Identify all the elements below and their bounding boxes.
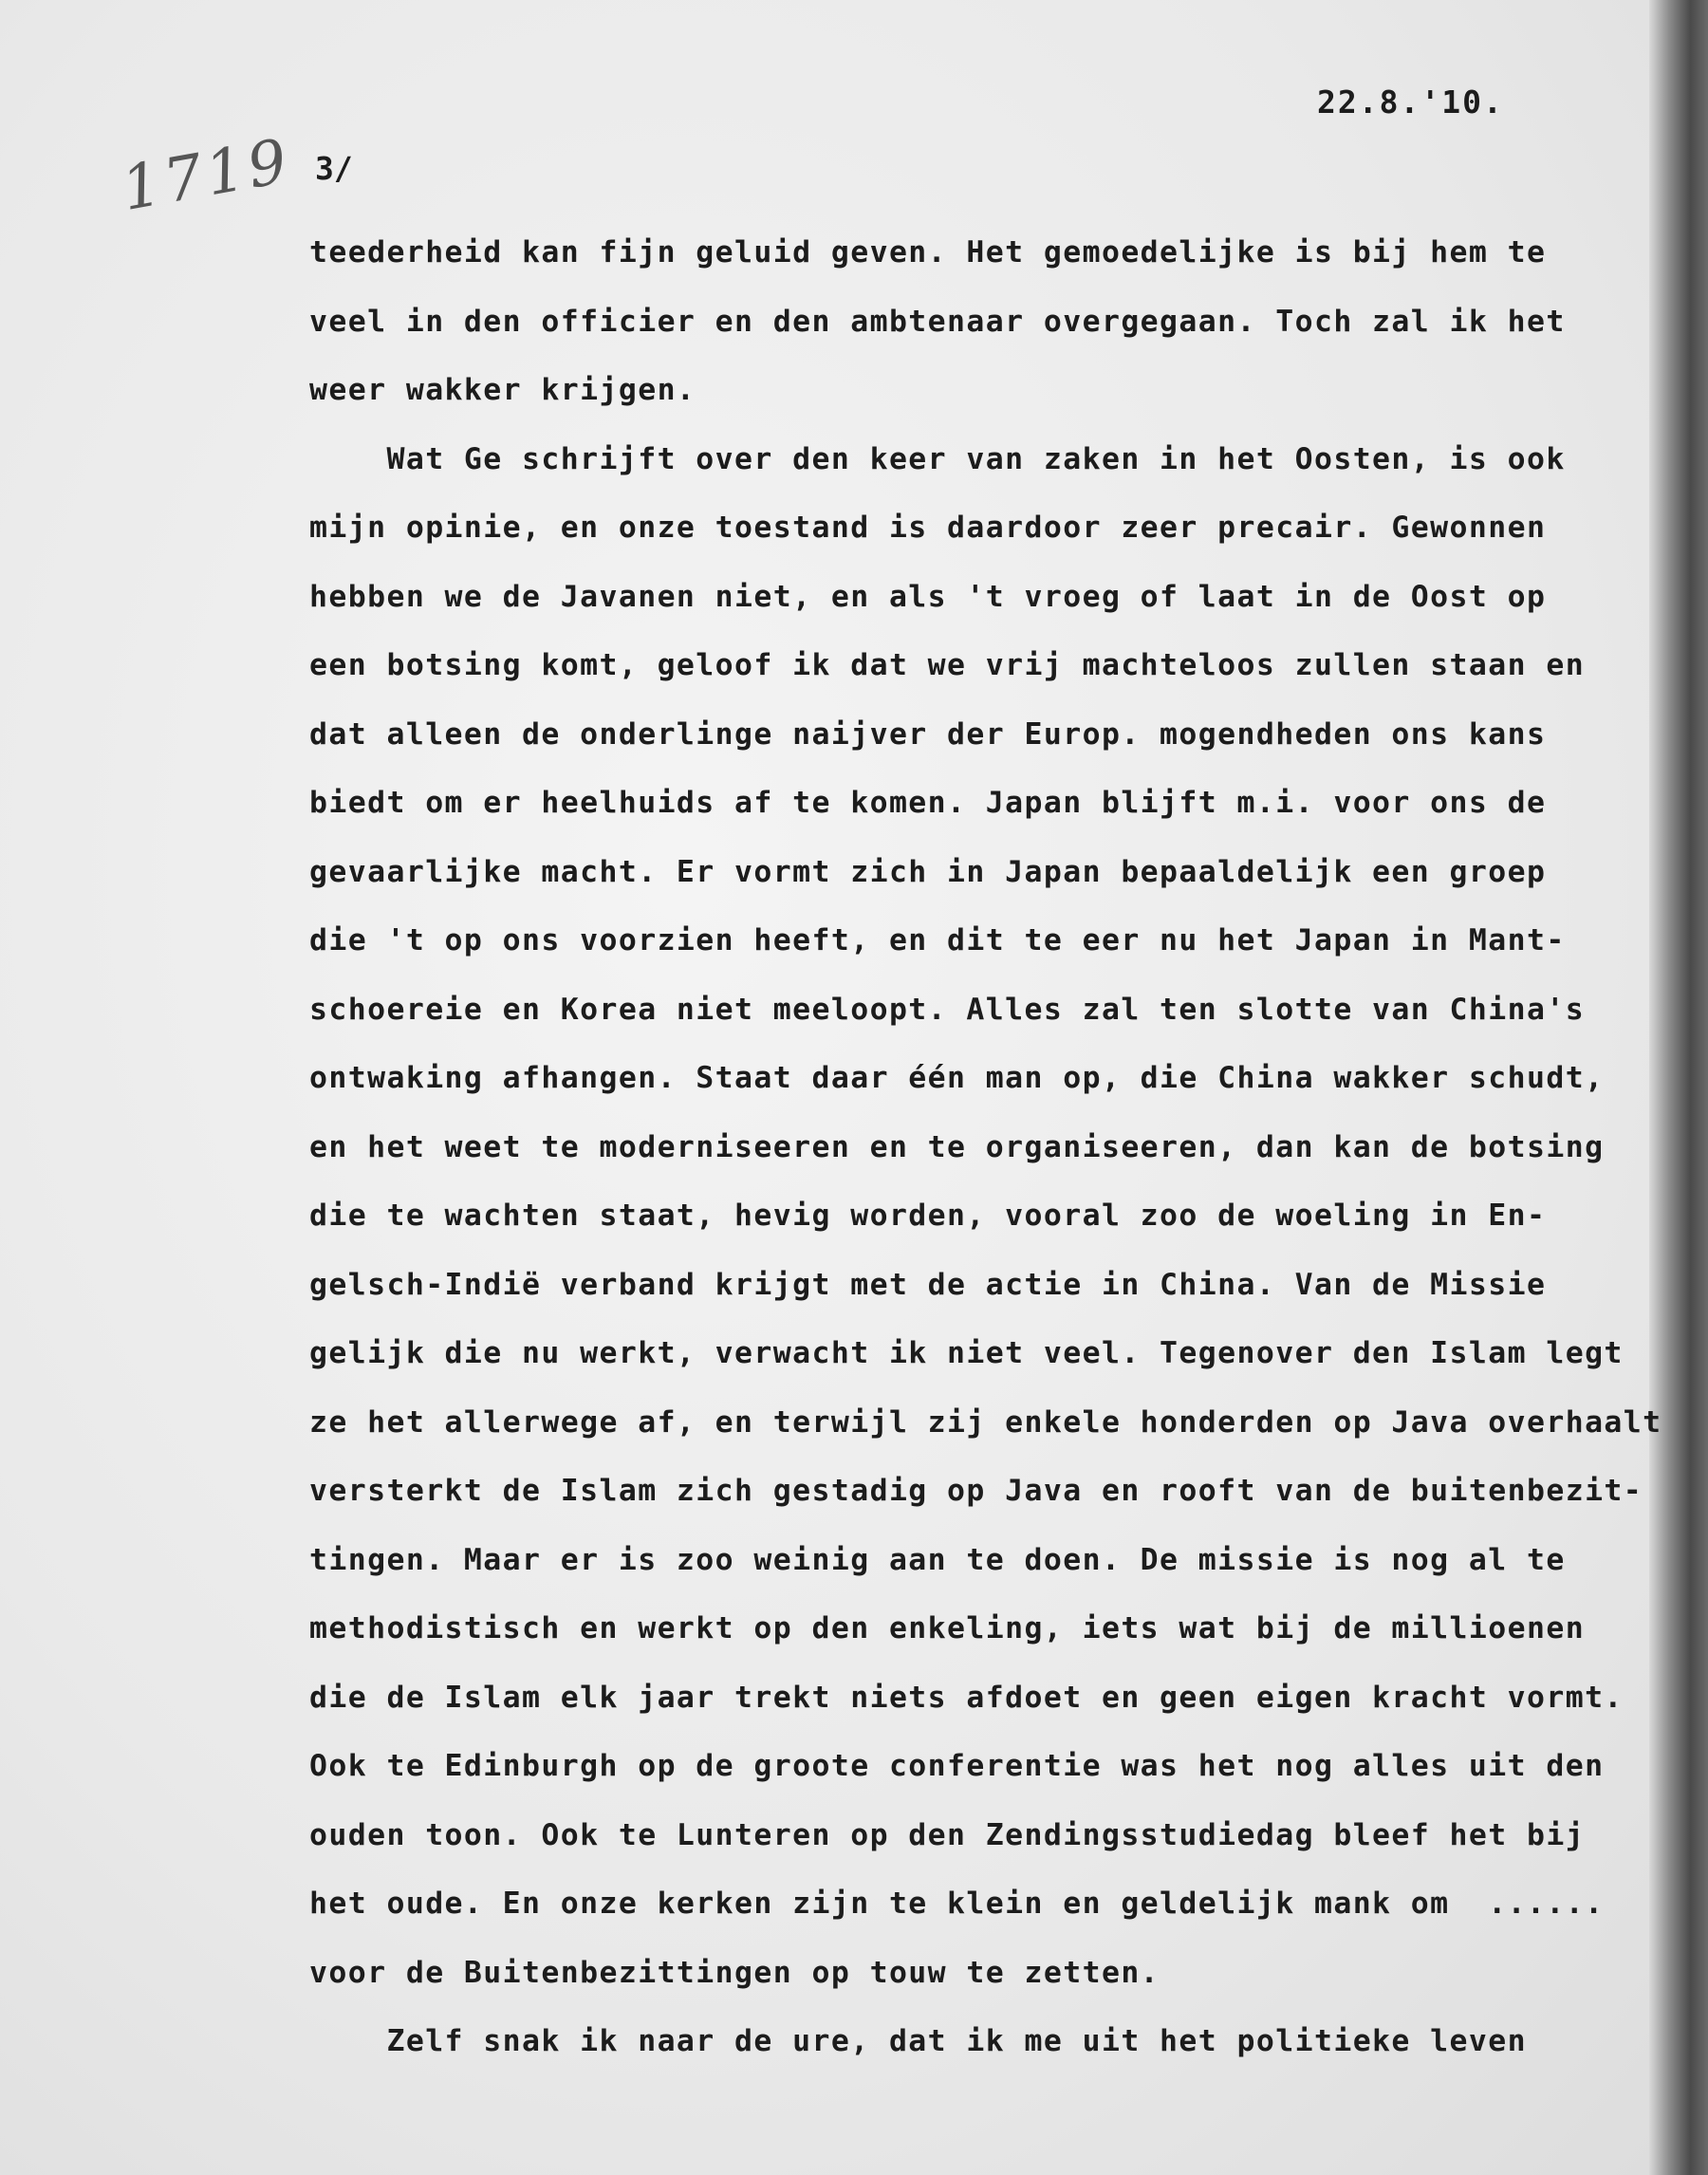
text-line: tingen. Maar er is zoo weinig aan te doen. De missie is nog al te (309, 1542, 1566, 1577)
text-line: versterkt de Islam zich gestadig op Java en rooft van de buitenbezit- (309, 1474, 1643, 1508)
text-line: methodistisch en werkt op den enkeling, iets wat bij de millioenen (309, 1611, 1586, 1645)
text-line: Ook te Edinburgh op de groote conferentie was het nog alles uit den (309, 1749, 1605, 1783)
text-line: teederheid kan fijn geluid geven. Het gemoedelijke is bij hem te (309, 235, 1547, 270)
text-line: Wat Ge schrijft over den keer van zaken in het Oosten, is ook (309, 441, 1566, 476)
letter-date: 22.8.'10. (1317, 84, 1504, 121)
text-line: dat alleen de onderlinge naijver der Europ. mogendheden ons kans (309, 716, 1547, 752)
text-line: die 't op ons voorzien heeft, en dit te eer nu het Japan in Mant- (309, 923, 1566, 957)
text-line: Zelf snak ik naar de ure, dat ik me uit het politieke leven (309, 2024, 1527, 2058)
text-line: voor de Buitenbezittingen op touw te zetten. (309, 1955, 1160, 1990)
text-line: die de Islam elk jaar trekt niets afdoet en geen eigen kracht vormt. (309, 1680, 1624, 1715)
text-line: veel in den officier en den ambtenaar overgegaan. Toch zal ik het (309, 304, 1566, 339)
text-line: biedt om er heelhuids af te komen. Japan blijft m.i. voor ons de (309, 786, 1547, 820)
page-number: 3/ (315, 150, 353, 187)
text-line: ouden toon. Ook te Lunteren op den Zendingsstudiedag bleef het bij (309, 1817, 1586, 1852)
text-line: een botsing komt, geloof ik dat we vrij machteloos zullen staan en (309, 648, 1586, 682)
text-line: die te wachten staat, hevig worden, vooral zoo de woeling in En- (309, 1199, 1547, 1233)
text-line: ontwaking afhangen. Staat daar één man op, die China wakker schudt, (309, 1061, 1605, 1095)
text-line: ze het allerwege af, en terwijl zij enkele honderden op Java overhaalt (309, 1404, 1662, 1440)
letter-body (309, 218, 1666, 2076)
text-line: gevaarlijke macht. Er vormt zich in Japan bepaaldelijk een groep (309, 854, 1547, 889)
text-line: hebben we de Javanen niet, en als 't vroeg of laat in de Oost op (309, 579, 1547, 614)
text-line: gelijk die nu werkt, verwacht ik niet veel. Tegenover den Islam legt (309, 1336, 1624, 1370)
handwritten-archive-number: 1719 (116, 126, 296, 225)
text-line: gelsch-Indië verband krijgt met de actie in China. Van de Missie (309, 1267, 1547, 1302)
text-line: schoereie en Korea niet meeloopt. Alles zal ten slotte van China's (309, 992, 1586, 1027)
text-line: het oude. En onze kerken zijn te klein en geldelijk mank om ...... (309, 1887, 1605, 1921)
text-line: en het weet te moderniseeren en te organiseeren, dan kan de botsing (309, 1129, 1605, 1164)
text-line: weer wakker krijgen. (309, 373, 696, 407)
text-line: mijn opinie, en onze toestand is daardoor zeer precair. Gewonnen (309, 511, 1547, 545)
